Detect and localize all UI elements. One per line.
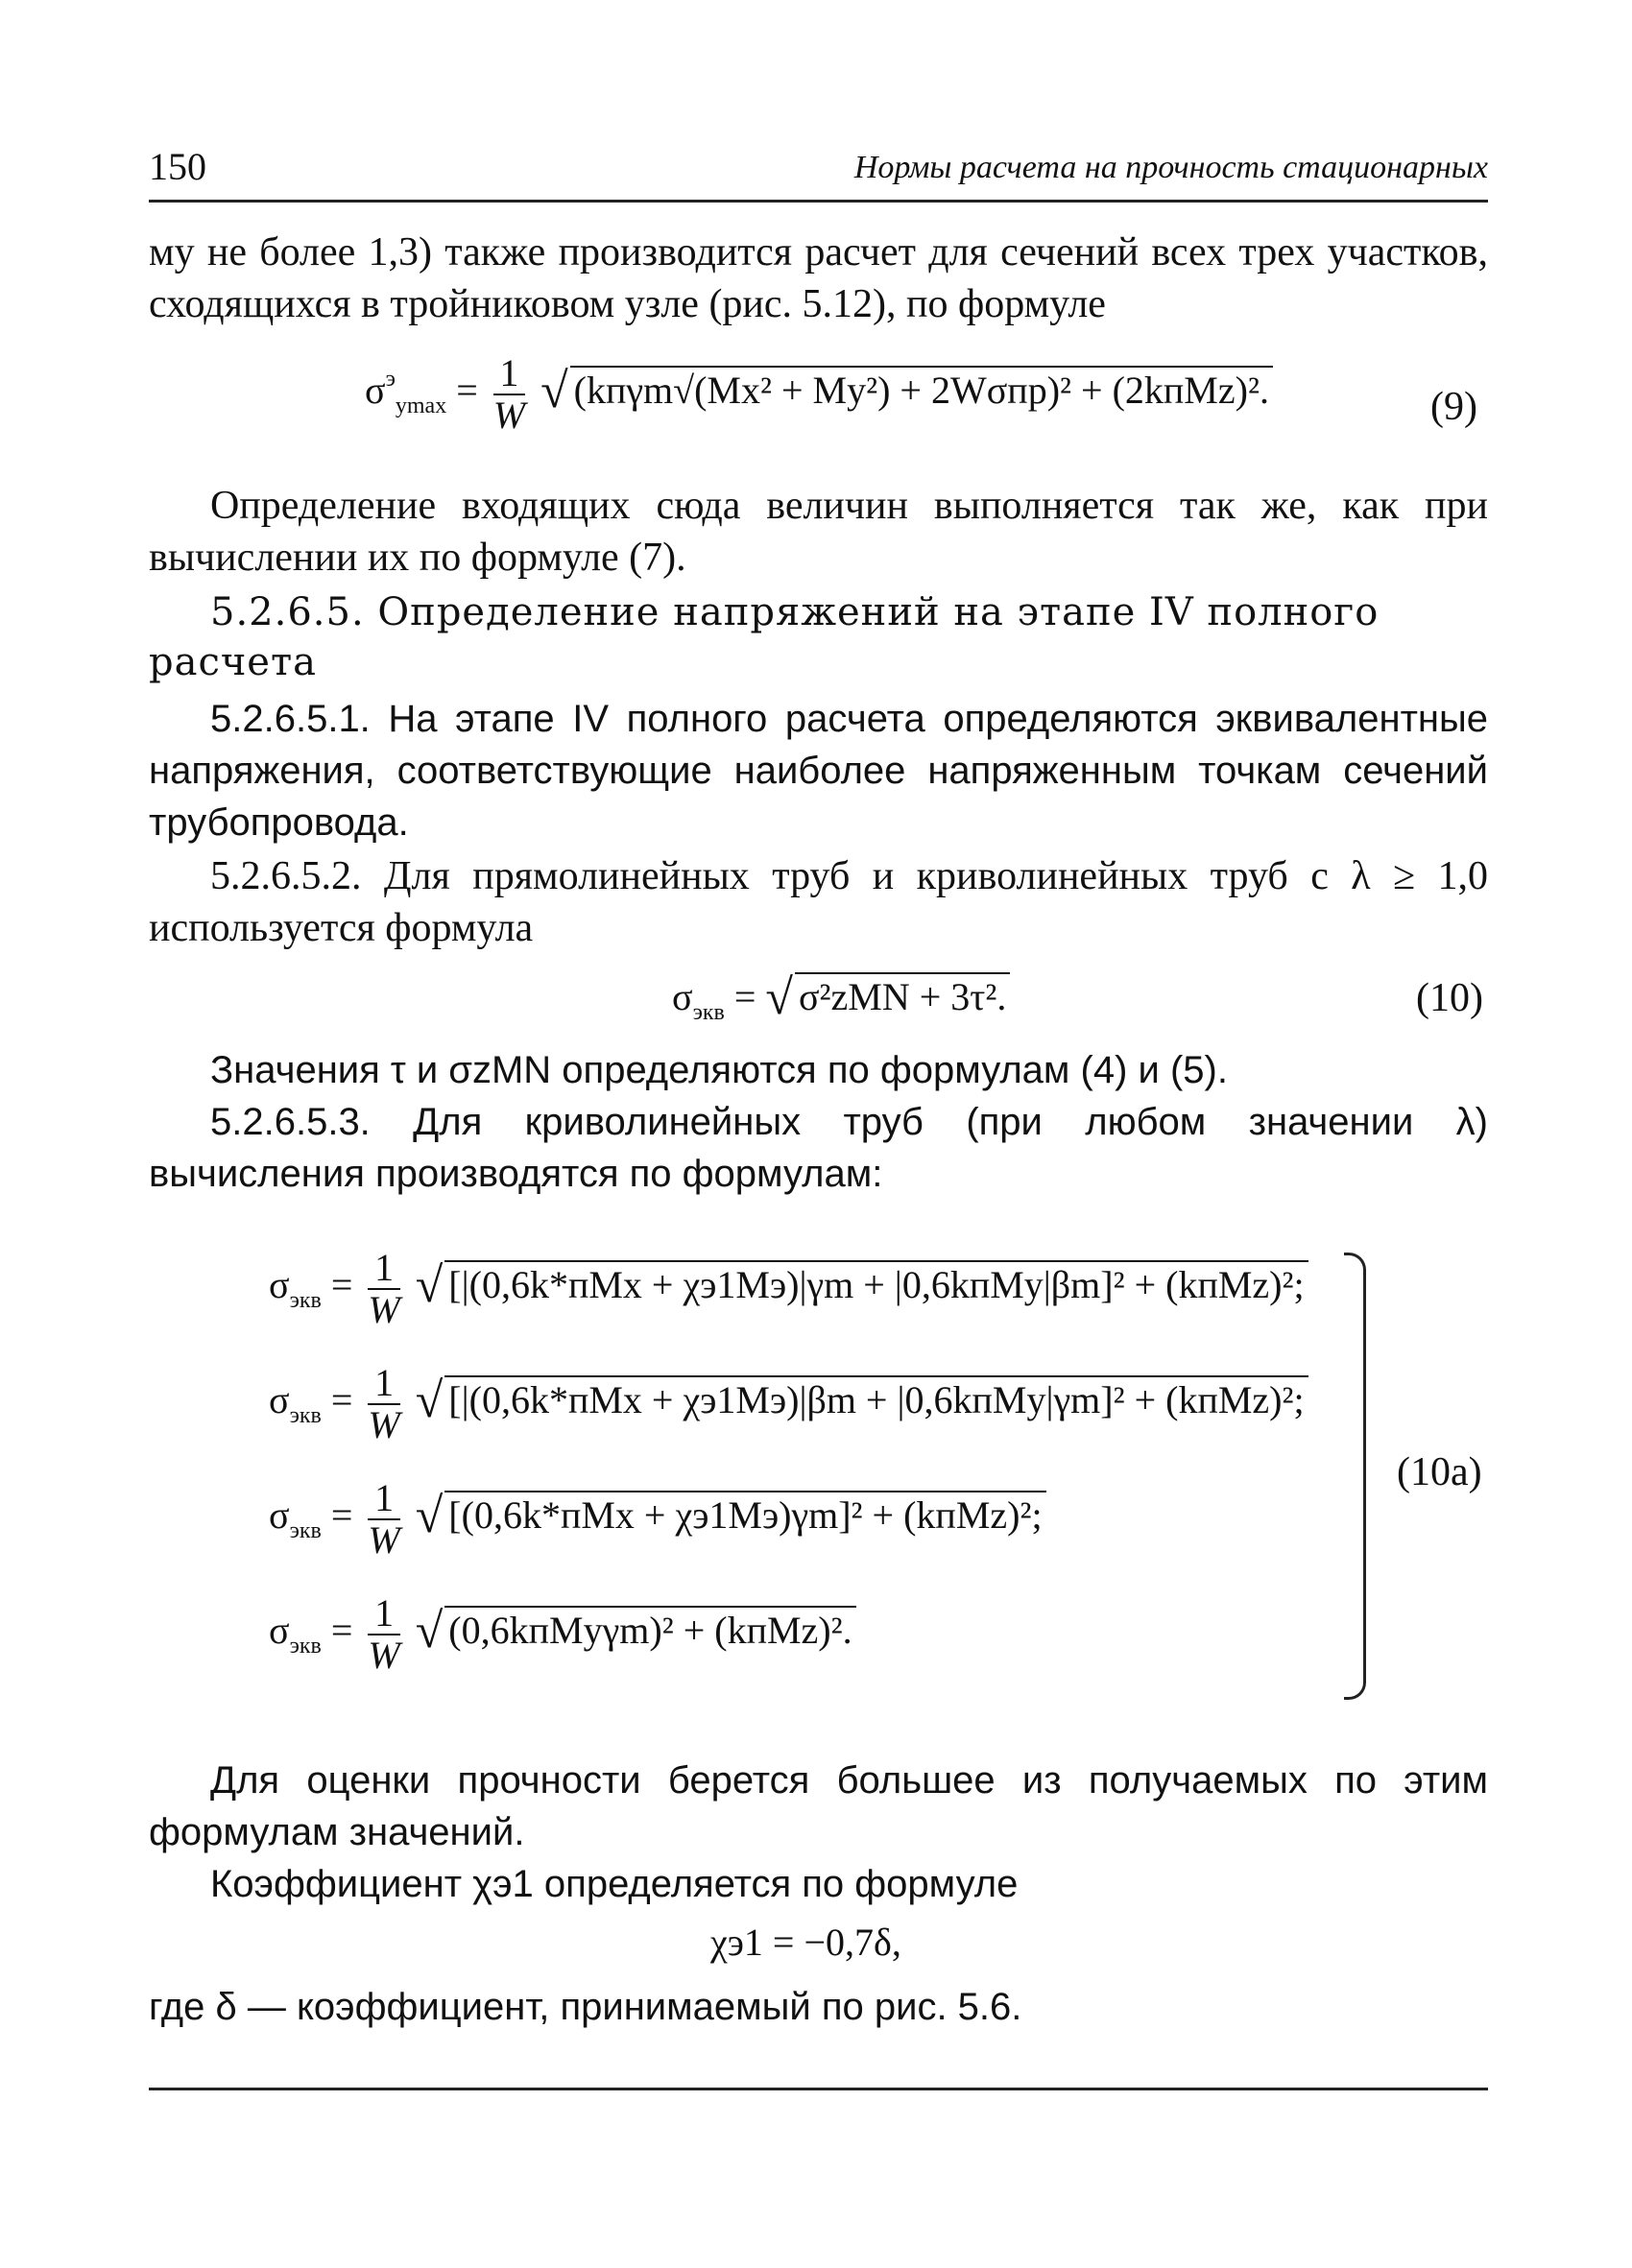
equation-number-10: (10) (1416, 976, 1483, 1020)
paragraph: 5.2.6.5.2. Для прямолинейных труб и криволинейных труб с λ ≥ 1,0 используется формула (149, 854, 1488, 950)
equation-chi: χэ1 = −0,7δ, (710, 1921, 901, 1964)
right-brace (1344, 1253, 1366, 1700)
running-title: Нормы расчета на прочность стационарных (853, 150, 1488, 185)
paragraph: 5.2.6.5.1. На этапе IV полного расчета определяются эквивалентные напряжения, соответствующие наиболее напряженным точкам сечений трубопровода. (149, 698, 1488, 844)
paragraph: Определение входящих сюда величин выполняется так же, как при вычислении их по формуле (7). (149, 484, 1488, 580)
page-header (149, 144, 1488, 203)
equation-10: $\sigma_{экв}$ = √ σ²zMN + 3τ². (672, 969, 1010, 1026)
equation-10a-line-3: $\sigma_{экв}$ = $\frac{1}{W}$ √ [(0,6k*пMx + χэ1Mэ)γm]² + (kпMz)²; (269, 1478, 1046, 1561)
equation-10a-line-4: $\sigma_{экв}$ = $\frac{1}{W}$ √ (0,6kпMyγm)² + (kпMz)². (269, 1593, 856, 1676)
page-number: 150 (149, 145, 206, 188)
paragraph: Коэффициент χэ1 определяется по формуле (210, 1863, 1019, 1905)
equation-number-10a: (10а) (1397, 1450, 1482, 1494)
paragraph: где δ — коэффициент, принимаемый по рис. 5.6. (149, 1986, 1022, 2028)
footer-rule (149, 2088, 1488, 2090)
paragraph: 5.2.6.5.3. Для криволинейных труб (при любом значении λ) вычисления производятся по формулам: (149, 1101, 1488, 1195)
paragraph-continuation: му не более 1,3) также производится расчет для сечений всех трех участков, сходящихся в тройниковом узле (рис. 5.12), по формуле (149, 230, 1488, 326)
equation-9: $\sigma^э_{ymax}$ = $\frac{1}{W}$ √ (kпγm√(Mx² + My²) + 2Wσпр)² + (2kпMz)². (365, 353, 1273, 436)
equation-10a-line-2: $\sigma_{экв}$ = $\frac{1}{W}$ √ [|(0,6k*пMx + χэ1Mэ)|βm + |0,6kпMy|γm]² + (kпMz)²; (269, 1363, 1308, 1445)
equation-10a-line-1: $\sigma_{экв}$ = $\frac{1}{W}$ √ [|(0,6k*пMx + χэ1Mэ)|γm + |0,6kпMy|βm]² + (kпMz)²; (269, 1248, 1308, 1330)
paragraph: Значения τ и σzMN определяются по формулам (4) и (5). (210, 1049, 1228, 1091)
equation-9-radicand: (kпγm√(Mx² + My²) + 2Wσпр)² + (2kпMz)². (570, 366, 1273, 413)
section-heading: 5.2.6.5. Определение напряжений на этапе IV полного расчета (149, 590, 1380, 684)
equation-10-radicand: σ²zMN + 3τ². (795, 972, 1010, 1019)
equation-number-9: (9) (1430, 385, 1477, 429)
paragraph: Для оценки прочности берется большее из получаемых по этим формулам значений. (149, 1759, 1488, 1853)
